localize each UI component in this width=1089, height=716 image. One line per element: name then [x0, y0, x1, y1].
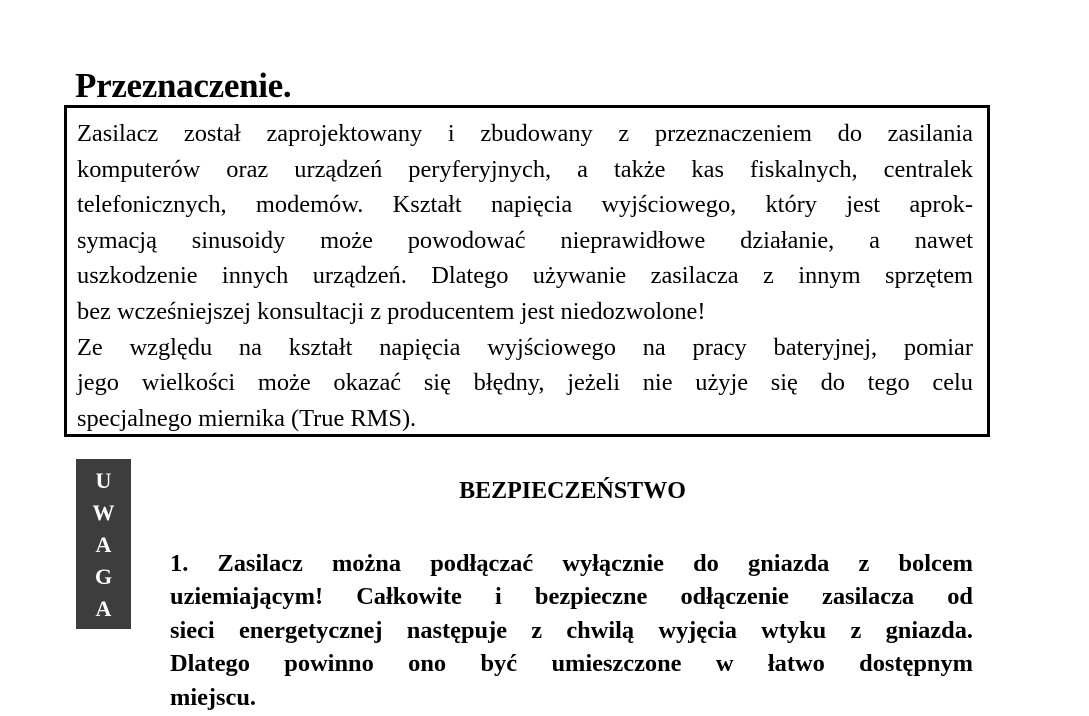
- section-title: BEZPIECZEŃSTWO: [459, 478, 686, 504]
- side-letter: A: [95, 532, 112, 557]
- paragraph-line: Dlatego powinno ono być umieszczone w łatwo dostępnym: [170, 650, 973, 678]
- safety-paragraph: [170, 547, 973, 714]
- paragraph-line: miejscu.: [170, 683, 257, 711]
- box-line: Ze względu na kształt napięcia wyjściowego na pracy bateryjnej, pomiar: [77, 333, 973, 361]
- side-letter: G: [94, 564, 113, 589]
- box-line: specjalnego miernika (True RMS).: [77, 404, 417, 432]
- warning-side-label: [76, 459, 131, 629]
- box-line: symacją sinusoidy może powodować nieprawidłowe działanie, a nawet: [77, 226, 973, 254]
- paragraph-line: 1. Zasilacz można podłączać wyłącznie do gniazda z bolcem: [170, 550, 973, 577]
- side-letter: A: [95, 596, 112, 621]
- paragraph-line: uziemiającym! Całkowite i bezpieczne odłączenie zasilacza od: [170, 583, 973, 611]
- purpose-box: [64, 105, 990, 437]
- box-line: uszkodzenie innych urządzeń. Dlatego używanie zasilacza z innym sprzętem: [77, 262, 973, 290]
- box-line: telefonicznych, modemów. Kształt napięcia wyjściowego, który jest aprok-: [77, 191, 973, 219]
- box-line: komputerów oraz urządzeń peryferyjnych, a także kas fiskalnych, centralek: [77, 155, 973, 183]
- box-line: Zasilacz został zaprojektowany i zbudowany z przeznaczeniem do zasilania: [77, 120, 973, 147]
- side-letter: W: [92, 500, 115, 525]
- paragraph-line: sieci energetycznej następuje z chwilą wyjęcia wtyku z gniazda.: [170, 616, 973, 644]
- box-line: jego wielkości może okazać się błędny, jeżeli nie użyje się do tego celu: [77, 369, 973, 397]
- box-line: bez wcześniejszej konsultacji z producentem jest niedozwolone!: [77, 297, 706, 325]
- page-heading: Przeznaczenie.: [75, 66, 292, 105]
- side-letter: U: [95, 468, 112, 493]
